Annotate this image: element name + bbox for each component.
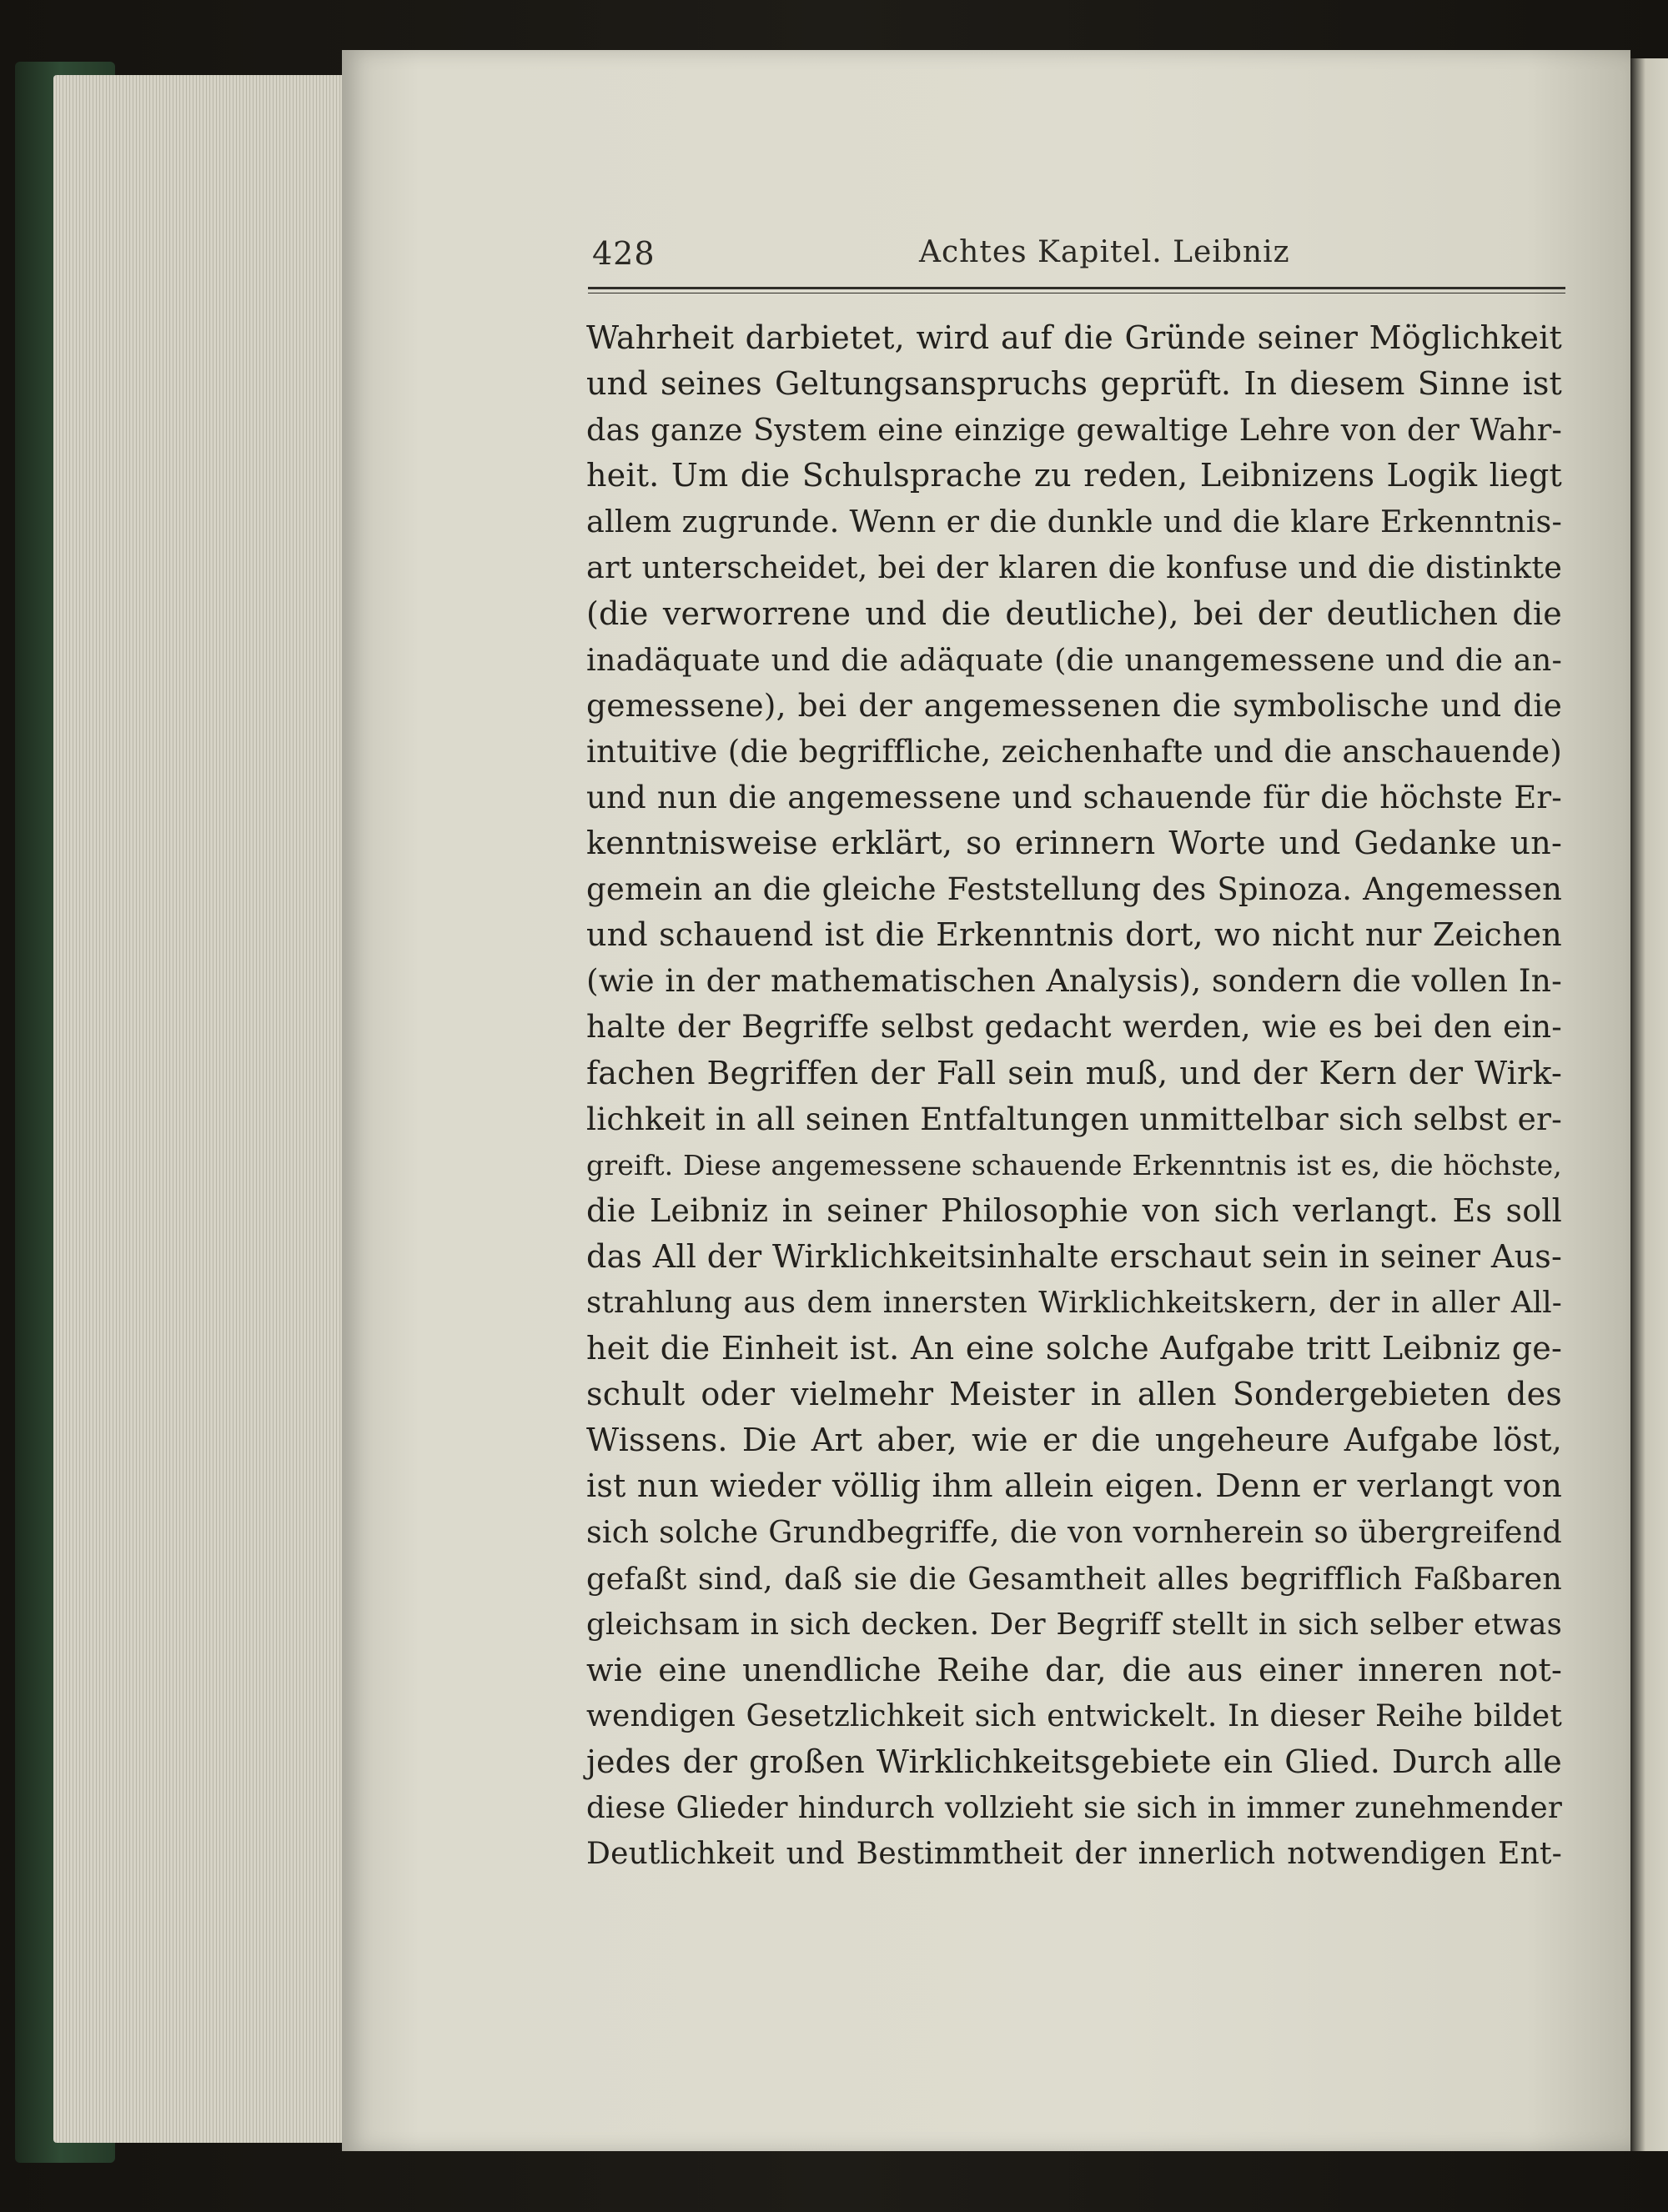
text-line: halte der Begriffe selbst gedacht werden, wie es bei den ein-: [586, 1009, 1562, 1046]
text-line: wie eine unendliche Reihe dar, die aus einer inneren not-: [586, 1651, 1562, 1688]
text-line: und nun die angemessene und schauende für die höchste Er-: [586, 779, 1562, 815]
facing-page-edge: [1630, 58, 1668, 2151]
text-line: ist nun wieder völlig ihm allein eigen. Denn er verlangt von: [586, 1467, 1562, 1505]
text-line: das ganze System eine einzige gewaltige Lehre von der Wahr-: [586, 412, 1562, 449]
text-line: inadäquate und die adäquate (die unangemessene und die an-: [586, 641, 1562, 678]
text-line: greift. Diese angemessene schauende Erkenntnis ist es, die höchste,: [586, 1148, 1562, 1181]
text-line: Deutlichkeit und Bestimmtheit der innerlich notwendigen Ent-: [586, 1837, 1562, 1872]
text-line: strahlung aus dem innersten Wirklichkeitskern, der in aller All-: [586, 1285, 1562, 1320]
text-line: Wissens. Die Art aber, wie er die ungeheure Aufgabe löst,: [586, 1422, 1562, 1459]
text-line: und schauend ist die Erkenntnis dort, wo nicht nur Zeichen: [586, 916, 1562, 954]
text-line: gefaßt sind, daß sie die Gesamtheit alles begrifflich Faßbaren: [586, 1560, 1562, 1597]
text-line: (wie in der mathematischen Analysis), sondern die vollen In-: [586, 962, 1562, 1000]
text-line: intuitive (die begriffliche, zeichenhafte und die anschauende): [586, 733, 1562, 770]
text-line: die Leibniz in seiner Philosophie von sich verlangt. Es soll: [586, 1191, 1562, 1229]
text-line: gemessene), bei der angemessenen die symbolische und die: [586, 686, 1562, 724]
text-line: (die verworrene und die deutliche), bei der deutlichen die: [586, 594, 1562, 632]
text-line: kenntnisweise erklärt, so erinnern Worte und Gedanke un-: [586, 825, 1562, 862]
page-header: [592, 235, 1564, 285]
text-line: das All der Wirklichkeitsinhalte erschaut sein in seiner Aus-: [586, 1237, 1562, 1275]
text-line: heit die Einheit ist. An eine solche Aufgabe tritt Leibniz ge-: [586, 1330, 1562, 1367]
running-head: Achtes Kapitel. Leibniz: [919, 235, 1290, 269]
text-line: schult oder vielmehr Meister in allen Sondergebieten des: [586, 1376, 1562, 1413]
text-line: wendigen Gesetzlichkeit sich entwickelt. In dieser Reihe bildet: [586, 1698, 1562, 1733]
page-number: 428: [592, 235, 656, 272]
text-line: und seines Geltungsanspruchs geprüft. In diesem Sinne ist: [586, 365, 1562, 403]
text-line: jedes der großen Wirklichkeitsgebiete ein Glied. Durch alle: [586, 1743, 1562, 1780]
body-text: [586, 315, 1562, 1877]
text-line: allem zugrunde. Wenn er die dunkle und die klare Erkenntnis-: [586, 504, 1562, 540]
text-line: fachen Begriffen der Fall sein muß, und der Kern der Wirk-: [586, 1054, 1562, 1091]
text-line: lichkeit in all seinen Entfaltungen unmittelbar sich selbst er-: [586, 1100, 1562, 1137]
page-edges: [53, 75, 354, 2143]
text-line: gleichsam in sich decken. Der Begriff stellt in sich selber etwas: [586, 1607, 1562, 1642]
text-line: gemein an die gleiche Feststellung des Spinoza. Angemessen: [586, 871, 1562, 908]
text-line: art unterscheidet, bei der klaren die konfuse und die distinkte: [586, 549, 1562, 586]
header-rule: [588, 287, 1565, 293]
text-line: diese Glieder hindurch vollzieht sie sich in immer zunehmender: [586, 1791, 1562, 1825]
text-line: heit. Um die Schulsprache zu reden, Leibnizens Logik liegt: [586, 457, 1562, 494]
text-line: Wahrheit darbietet, wird auf die Gründe seiner Möglichkeit: [586, 319, 1562, 356]
text-line: sich solche Grundbegriffe, die von vornherein so übergreifend: [586, 1514, 1562, 1551]
